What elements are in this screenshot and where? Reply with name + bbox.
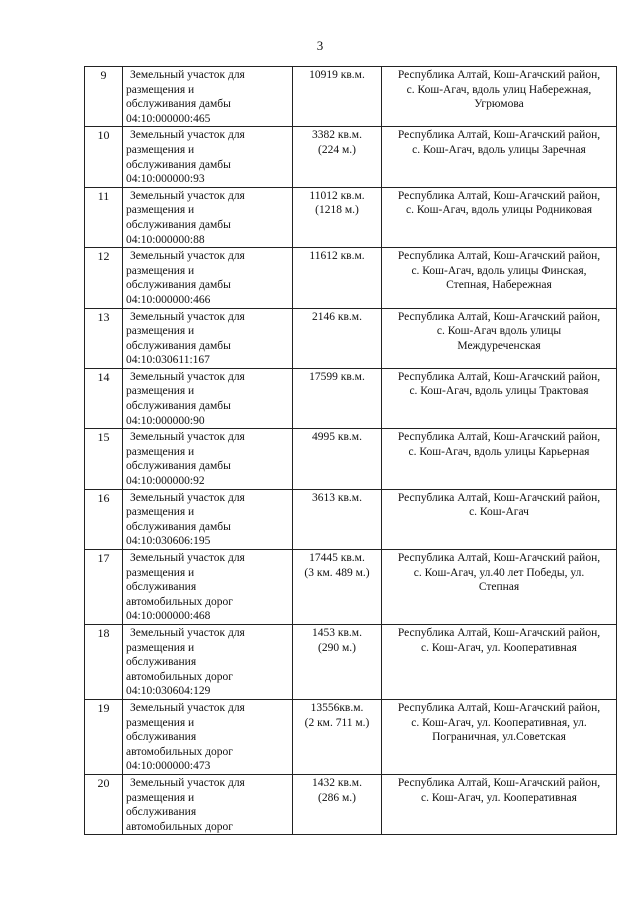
plot-description-line: Земельный участок для: [130, 626, 245, 639]
plot-description-line: автомобильных дорог: [126, 820, 233, 833]
plot-area-line: (3 км. 489 м.): [304, 566, 370, 579]
table-row: [85, 429, 617, 489]
plot-description-line: Земельный участок для: [130, 370, 245, 383]
plot-description-line: Земельный участок для: [130, 776, 245, 789]
plot-address-line: Республика Алтай, Кош-Агачский район,: [397, 491, 601, 504]
plot-area-line: 13556кв.м.: [310, 701, 364, 714]
plot-description: [123, 248, 293, 308]
plot-address-line: с. Кош-Агач, вдоль улицы Трактовая: [409, 385, 589, 398]
plot-description-line: Земельный участок для: [130, 431, 245, 444]
table-row: [85, 550, 617, 625]
plot-description-line: 04:10:000000:93: [126, 173, 205, 186]
row-number: 20: [85, 774, 123, 834]
plot-address-line: с. Кош-Агач, вдоль улицы Заречная: [412, 143, 586, 156]
plot-address: [382, 187, 617, 247]
plot-address-line: Пограничная, ул.Советская: [432, 731, 566, 744]
plot-description-line: обслуживания дамбы: [126, 339, 231, 352]
plot-description-line: обслуживания дамбы: [126, 98, 231, 111]
plot-address-line: с. Кош-Агач, вдоль улицы Финская,: [411, 264, 587, 277]
plot-description-line: размещения и: [126, 445, 195, 458]
plot-area-line: 3382 кв.м.: [312, 129, 362, 142]
plot-area: [293, 429, 382, 489]
plot-description-line: размещения и: [126, 83, 195, 96]
plot-description-line: Земельный участок для: [130, 310, 245, 323]
plot-area: [293, 248, 382, 308]
row-number: 14: [85, 368, 123, 428]
plot-area-line: (286 м.): [318, 791, 356, 804]
plot-description-line: размещения и: [126, 506, 195, 519]
plot-description-line: обслуживания: [126, 581, 197, 594]
plot-description: [123, 774, 293, 834]
table-row: [85, 699, 617, 774]
plot-address-line: Республика Алтай, Кош-Агачский район,: [397, 129, 601, 142]
table-row: [85, 308, 617, 368]
plot-address: [382, 308, 617, 368]
plot-area-line: 17445 кв.м.: [309, 552, 365, 564]
plot-description-line: размещения и: [126, 264, 195, 277]
plot-description-line: 04:10:000000:88: [126, 233, 205, 246]
plot-area-line: (1218 м.): [315, 204, 359, 217]
plot-address-line: Степная: [478, 581, 520, 594]
plot-address-line: с. Кош-Агач, вдоль улиц Набережная,: [406, 83, 592, 96]
plot-description: [123, 489, 293, 549]
plot-description-line: автомобильных дорог: [126, 745, 233, 758]
plot-description-line: обслуживания: [126, 656, 197, 669]
plot-description-line: размещения и: [126, 204, 195, 217]
table-row: [85, 67, 617, 127]
table-row: [85, 624, 617, 699]
plot-area: [293, 489, 382, 549]
row-number: 13: [85, 308, 123, 368]
plot-address-line: Республика Алтай, Кош-Агачский район,: [397, 370, 601, 383]
plot-description: [123, 368, 293, 428]
row-number: 18: [85, 624, 123, 699]
land-plots-table: [84, 66, 617, 835]
plot-area: [293, 774, 382, 834]
plot-description-line: Земельный участок для: [130, 69, 245, 81]
row-number: 17: [85, 550, 123, 625]
plot-description-line: 04:10:030606:195: [126, 535, 211, 548]
plot-description: [123, 429, 293, 489]
plot-description: [123, 699, 293, 774]
plot-area: [293, 67, 382, 127]
plot-area: [293, 624, 382, 699]
plot-address: [382, 429, 617, 489]
plot-description-line: размещения и: [126, 641, 195, 654]
plot-area-line: 4995 кв.м.: [312, 431, 362, 444]
plot-address-line: Республика Алтай, Кош-Агачский район,: [397, 250, 601, 263]
plot-description-line: 04:10:000000:468: [126, 610, 211, 623]
plot-description-line: автомобильных дорог: [126, 595, 233, 608]
plot-address: [382, 368, 617, 428]
plot-description-line: размещения и: [126, 325, 195, 338]
plot-area-line: (2 км. 711 м.): [304, 716, 370, 729]
plot-description: [123, 308, 293, 368]
plot-address-line: Республика Алтай, Кош-Агачский район,: [397, 701, 601, 714]
plot-address-line: с. Кош-Агач вдоль улицы: [436, 325, 562, 338]
plot-description-line: Земельный участок для: [130, 250, 245, 263]
plot-description-line: Земельный участок для: [130, 189, 245, 202]
plot-description: [123, 67, 293, 127]
plot-description-line: обслуживания: [126, 806, 197, 819]
table-row: [85, 774, 617, 834]
row-number: 9: [85, 67, 123, 127]
plot-area-line: 11012 кв.м.: [309, 189, 365, 202]
table-row: [85, 248, 617, 308]
plot-address: [382, 248, 617, 308]
plot-area: [293, 368, 382, 428]
plot-description-line: размещения и: [126, 143, 195, 156]
plot-area-line: 17599 кв.м.: [309, 370, 365, 383]
row-number: 10: [85, 127, 123, 187]
plot-description-line: Земельный участок для: [130, 491, 245, 504]
plot-address-line: Степная, Набережная: [446, 279, 552, 292]
plot-description: [123, 550, 293, 625]
plot-address-line: Республика Алтай, Кош-Агачский район,: [397, 776, 601, 789]
plot-description-line: обслуживания дамбы: [126, 279, 231, 292]
plot-description-line: Земельный участок для: [130, 701, 245, 714]
page-number: 3: [316, 38, 324, 53]
plot-description-line: 04:10:000000:92: [126, 475, 205, 488]
plot-description-line: 04:10:000000:465: [126, 112, 211, 125]
plot-address-line: Республика Алтай, Кош-Агачский район,: [397, 431, 601, 444]
plot-area-line: (290 м.): [318, 641, 356, 654]
plot-address: [382, 127, 617, 187]
plot-description-line: размещения и: [126, 716, 195, 729]
table-row: [85, 187, 617, 247]
row-number: 19: [85, 699, 123, 774]
plot-address-line: с. Кош-Агач, ул.40 лет Победы, ул.: [413, 566, 585, 579]
plot-description-line: обслуживания: [126, 731, 197, 744]
plot-description-line: 04:10:000000:473: [126, 760, 211, 773]
plot-description-line: Земельный участок для: [130, 552, 245, 564]
plot-area: [293, 127, 382, 187]
plot-address: [382, 699, 617, 774]
plot-description-line: 04:10:000000:466: [126, 293, 211, 306]
plot-address: [382, 774, 617, 834]
plot-description-line: автомобильных дорог: [126, 670, 233, 683]
plot-address: [382, 624, 617, 699]
plot-address-line: Республика Алтай, Кош-Агачский район,: [397, 69, 601, 81]
plot-address-line: с. Кош-Агач, ул. Кооперативная: [421, 791, 577, 804]
table-row: [85, 489, 617, 549]
plot-area-line: 1453 кв.м.: [312, 626, 362, 639]
row-number: 12: [85, 248, 123, 308]
plot-area-line: 11612 кв.м.: [309, 250, 365, 263]
table-row: [85, 127, 617, 187]
row-number: 11: [85, 187, 123, 247]
plot-address-line: Угрюмова: [474, 98, 524, 111]
plot-description: [123, 127, 293, 187]
plot-address: [382, 550, 617, 625]
plot-description-line: Земельный участок для: [130, 129, 245, 142]
plot-area-line: 2146 кв.м.: [312, 310, 362, 323]
plot-address-line: с. Кош-Агач, вдоль улицы Родниковая: [405, 204, 593, 217]
plot-address-line: с. Кош-Агач, вдоль улицы Карьерная: [408, 445, 590, 458]
plot-description-line: обслуживания дамбы: [126, 400, 231, 413]
plot-address: [382, 489, 617, 549]
plot-description: [123, 187, 293, 247]
plot-address-line: Республика Алтай, Кош-Агачский район,: [397, 552, 601, 564]
plot-address-line: с. Кош-Агач: [469, 506, 529, 519]
plot-address: [382, 67, 617, 127]
plot-description-line: обслуживания дамбы: [126, 520, 231, 533]
plot-address-line: Республика Алтай, Кош-Агачский район,: [397, 310, 601, 323]
plot-description-line: размещения и: [126, 566, 195, 579]
plot-area: [293, 308, 382, 368]
plot-area-line: (224 м.): [318, 143, 356, 156]
plot-address-line: с. Кош-Агач, ул. Кооперативная: [421, 641, 577, 654]
plot-description-line: обслуживания дамбы: [126, 158, 231, 171]
row-number: 15: [85, 429, 123, 489]
plot-description-line: 04:10:030611:167: [126, 354, 210, 367]
plot-area: [293, 699, 382, 774]
plot-description-line: 04:10:000000:90: [126, 414, 205, 427]
plot-description-line: обслуживания дамбы: [126, 460, 231, 473]
plot-description-line: обслуживания дамбы: [126, 218, 231, 231]
plot-description-line: 04:10:030604:129: [126, 685, 211, 698]
plot-description: [123, 624, 293, 699]
plot-area-line: 1432 кв.м.: [312, 776, 362, 789]
plot-address-line: Междуреченская: [457, 339, 541, 352]
plot-address-line: Республика Алтай, Кош-Агачский район,: [397, 189, 601, 202]
plot-description-line: размещения и: [126, 385, 195, 398]
table-row: [85, 368, 617, 428]
plot-description-line: размещения и: [126, 791, 195, 804]
plot-area-line: 10919 кв.м.: [309, 69, 365, 81]
plot-area: [293, 550, 382, 625]
plot-address-line: Республика Алтай, Кош-Агачский район,: [397, 626, 601, 639]
plot-address-line: с. Кош-Агач, ул. Кооперативная, ул.: [411, 716, 587, 729]
plot-area-line: 3613 кв.м.: [312, 491, 362, 504]
row-number: 16: [85, 489, 123, 549]
plot-area: [293, 187, 382, 247]
